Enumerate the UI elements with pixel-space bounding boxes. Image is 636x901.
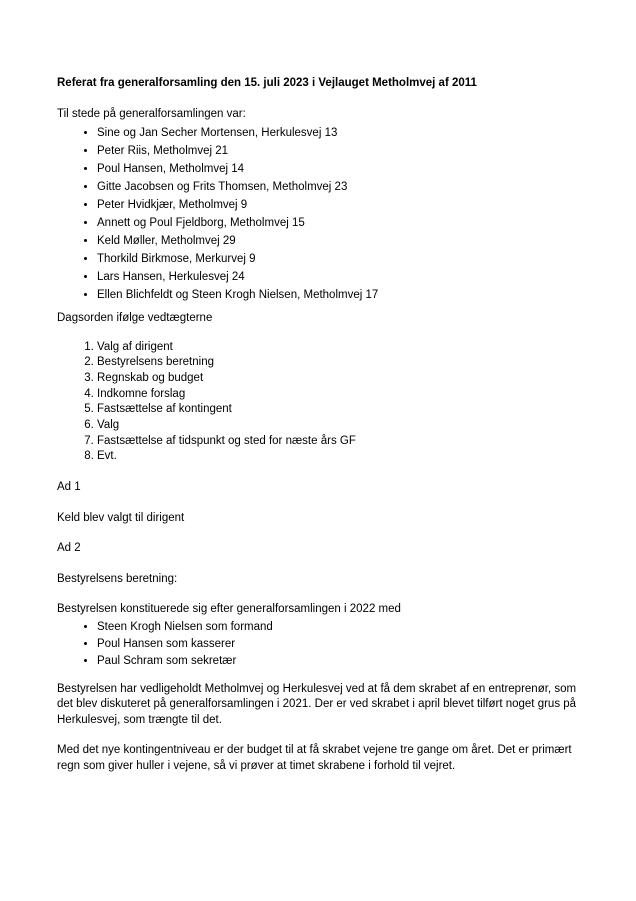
agenda-list [57,340,579,466]
board-member-item: • Paul Schram som sekretær [97,653,579,670]
agenda-item: 4. Indkomne forslag [97,387,579,403]
board-member-item: • Steen Krogh Nielsen som formand [97,619,579,636]
attendee-item: • Poul Hansen, Metholmvej 14 [97,160,579,178]
paragraph-budget-scraping: Med det nye kontingentniveau er der budget til at få skrabet vejene tre gange om året. Det er primært regn som giver huller i vejene, så vi prøver at timet skrabene i forhold til vejret. [57,744,572,772]
agenda-item: 7. Fastsættelse af tidspunkt og sted for næste års GF [97,434,579,450]
attendee-item: • Peter Hvidkjær, Metholmvej 9 [97,196,579,214]
attendees-list [57,124,579,304]
ad2-subheading: Bestyrelsens beretning: [57,572,178,585]
section-heading-ad2: Ad 2 [57,542,81,555]
attendee-item: • Ellen Blichfeldt og Steen Krogh Nielsen, Metholmvej 17 [97,286,579,304]
attendee-item: • Peter Riis, Metholmvej 21 [97,142,579,160]
section-heading-ad1: Ad 1 [57,481,81,494]
agenda-item: 6. Valg [97,418,579,434]
agenda-item: 8. Evt. [97,449,579,465]
attendees-intro: Til stede på generalforsamlingen var: [57,107,246,120]
attendee-item: • Keld Møller, Metholmvej 29 [97,232,579,250]
document-title: Referat fra generalforsamling den 15. juli 2023 i Vejlauget Metholmvej af 2011 [57,77,477,89]
agenda-item: 2. Bestyrelsens beretning [97,355,579,371]
attendee-item: • Annett og Poul Fjeldborg, Metholmvej 15 [97,214,579,232]
attendee-item: • Lars Hansen, Herkulesvej 24 [97,268,579,286]
agenda-heading: Dagsorden ifølge vedtægterne [57,312,213,324]
agenda-item: 3. Regnskab og budget [97,371,579,387]
ad1-text: Keld blev valgt til dirigent [57,511,185,524]
board-intro: Bestyrelsen konstituerede sig efter generalforsamlingen i 2022 med [57,603,401,616]
attendee-item: • Sine og Jan Secher Mortensen, Herkulesvej 13 [97,124,579,142]
attendee-item: • Thorkild Birkmose, Merkurvej 9 [97,250,579,268]
attendee-item: • Gitte Jacobsen og Frits Thomsen, Metholmvej 23 [97,178,579,196]
paragraph-road-maintenance: Bestyrelsen har vedligeholdt Metholmvej og Herkulesvej ved at få dem skrabet af en entreprenør, som det blev diskuteret på generalforsamlingen i 2021. Der er ved skrabet i april blevet tilført noget grus på Herkulesvej, som trængte til det. [57,682,577,726]
board-list [57,619,579,670]
agenda-item: 5. Fastsættelse af kontingent [97,402,579,418]
agenda-item: 1. Valg af dirigent [97,340,579,356]
board-member-item: • Poul Hansen som kasserer [97,636,579,653]
